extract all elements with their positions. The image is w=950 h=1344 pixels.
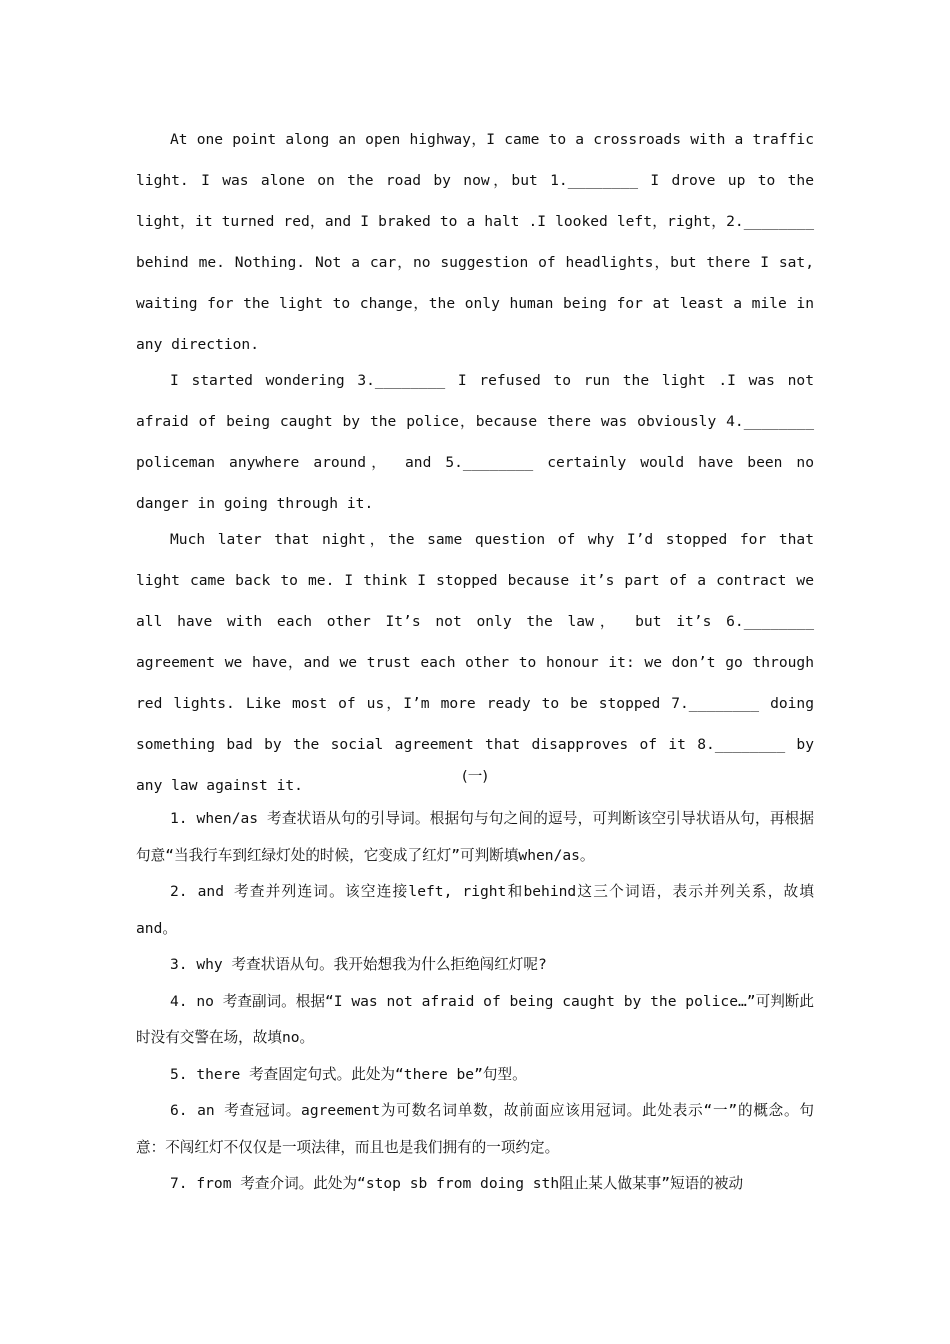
answer-item: 3. why 考查状语从句。我开始想我为什么拒绝闯红灯呢? — [170, 956, 547, 973]
answer-item: 7. from 考查介词。此处为“stop sb from doing sth阻止某人做某事”短语的被动 — [170, 1175, 744, 1192]
answer-item: 4. no 考查副词。根据“I was not afraid of being caught by the police…”可判断此时没有交警在场，故填no。 — [136, 992, 814, 1046]
cloze-passage — [136, 119, 814, 806]
answer-key — [136, 801, 814, 1203]
section-heading: (一) — [462, 768, 488, 785]
passage-paragraph: Much later that night，the same question of why I’d stopped for that light came back to me. I think I stopped because it’s part of a contract we all have with each other It’s not only the law， but it’s 6.________ agreement we have，and we trust each other to honour it: we don’t go through red lights. Like most of us，I’m more ready to be stopped 7.________ doing something bad by the social agreement that disapproves of it 8.________ by any law against it. — [136, 531, 814, 794]
passage-paragraph: At one point along an open highway，I came to a crossroads with a traffic light. I was alone on the road by now，but 1.________ I drove up to the light，it turned red，and I braked to a halt .I looked left，right，2.________ behind me. Nothing. Not a car，no suggestion of headlights，but there I sat, waiting for the light to change，the only human being for at least a mile in any direction. — [136, 131, 814, 353]
answer-item: 5. there 考查固定句式。此处为“there be”句型。 — [170, 1065, 527, 1083]
answer-item: 6. an 考查冠词。agreement为可数名词单数，故前面应该用冠词。此处表示“一”的概念。句意：不闯红灯不仅仅是一项法律，而且也是我们拥有的一项约定。 — [136, 1102, 814, 1156]
passage-paragraph: I started wondering 3.________ I refused to run the light .I was not afraid of being caught by the police，because there was obviously 4.________ policeman anywhere around， and 5.________ certainly would have been no danger in going through it. — [136, 372, 814, 512]
answer-item: 1. when/as 考查状语从句的引导词。根据句与句之间的逗号，可判断该空引导状语从句，再根据句意“当我行车到红绿灯处的时候，它变成了红灯”可判断填when/as。 — [136, 810, 814, 864]
answer-item: 2. and 考查并列连词。该空连接left, right和behind这三个词语，表示并列关系，故填and。 — [136, 883, 814, 937]
